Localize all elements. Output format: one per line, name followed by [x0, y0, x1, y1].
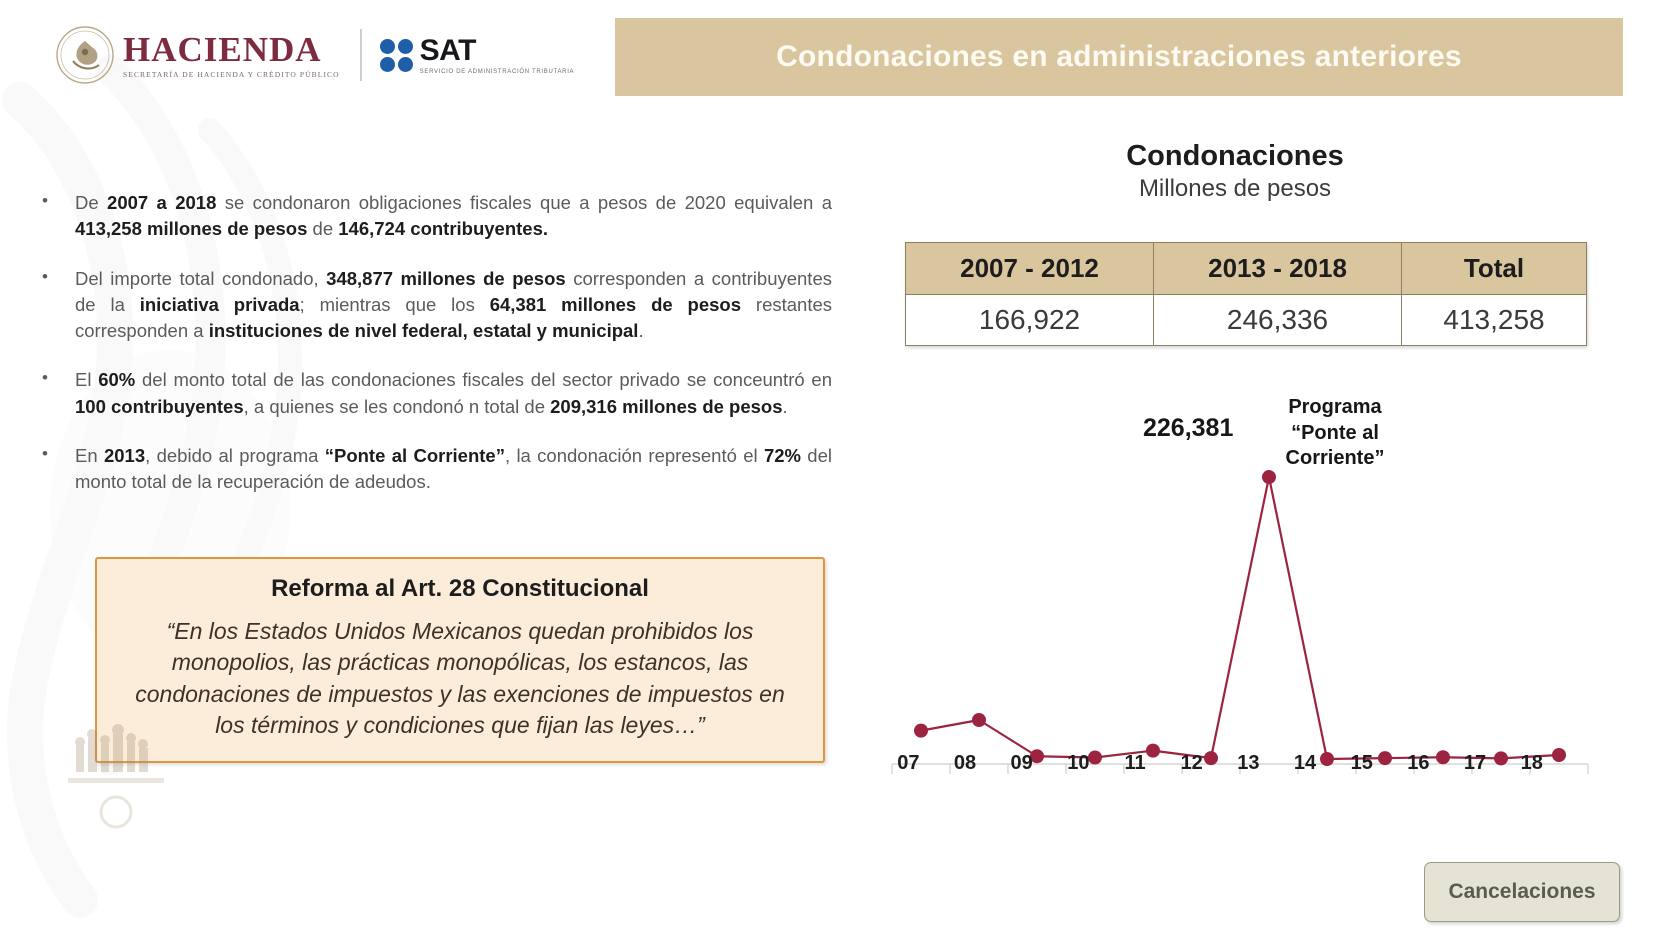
chart-peak-value-label: 226,381 [1143, 414, 1234, 442]
chart-subtitle: Millones de pesos [1138, 175, 1332, 202]
bullet-text: . [782, 395, 788, 417]
x-axis-tick-label: 07 [897, 752, 920, 774]
cancelaciones-button[interactable] [1424, 862, 1620, 922]
chart-series-line [921, 477, 1559, 759]
bullet-emphasis: 146,724 contribuyentes. [338, 218, 549, 240]
x-axis-tick-label: 12 [1180, 752, 1203, 774]
chart-x-axis-labels [880, 752, 1560, 775]
x-axis-tick-label: 11 [1124, 752, 1146, 774]
callout-title: Reforma al Art. 28 Constitucional [271, 575, 649, 602]
chart-heading-block [880, 140, 1620, 203]
bullet-text: El [75, 369, 99, 391]
logo-divider [360, 29, 362, 81]
table-row [906, 295, 1587, 346]
condonaciones-table [905, 242, 1587, 346]
x-axis-tick-label: 18 [1520, 752, 1543, 774]
program-annotation-line1: Programa [1288, 396, 1382, 418]
bullet-text: , a quienes se les condonó n total de [243, 395, 551, 417]
bullet-text: del monto total de la recuperación de adeudos. [75, 444, 832, 493]
bullet-text: se condonaron obligaciones fiscales que a pesos de 2020 equivalen a [216, 192, 832, 213]
bullet-emphasis: “Ponte al Corriente” [324, 444, 505, 466]
bullet-text: del monto total de las condonaciones fiscales del sector privado se conceuntró en [135, 369, 832, 391]
bullet-item [30, 443, 850, 496]
table-header-cell: 2007 - 2012 [906, 243, 1154, 295]
sat-subtitle: SERVICIO DE ADMINISTRACIÓN TRIBUTARIA [419, 68, 575, 75]
bullet-text: ; mientras que los [299, 293, 490, 315]
sat-dots-icon [380, 39, 413, 72]
bullet-emphasis: 2007 a 2018 [107, 192, 217, 213]
hacienda-name: HACIENDA [123, 29, 322, 69]
sat-name: SAT [419, 33, 476, 67]
table-cell: 413,258 [1402, 295, 1587, 346]
bullet-text: De [75, 192, 108, 213]
bullet-text: Del importe total condonado, [75, 267, 327, 289]
bullet-text: restantes corresponden a [75, 293, 833, 342]
bullet-item [30, 367, 850, 420]
bullet-text: En [75, 444, 104, 466]
bullet-emphasis: 2013 [103, 444, 146, 466]
table-cell: 246,336 [1154, 295, 1402, 346]
x-axis-tick-label: 10 [1067, 752, 1090, 774]
bullet-emphasis: 413,258 millones de pesos [75, 218, 308, 240]
bullet-text: corresponden a contribuyentes de la [75, 267, 832, 315]
chart-program-annotation [1240, 395, 1430, 472]
chart-title: Condonaciones [1126, 140, 1344, 172]
cancelaciones-button-label: Cancelaciones [1448, 880, 1596, 903]
chart-data-point [914, 724, 928, 738]
bullet-emphasis: iniciativa privada [139, 293, 300, 315]
table-header-cell: 2013 - 2018 [1154, 243, 1402, 295]
mexico-seal-icon [55, 25, 115, 85]
bullet-emphasis: 60% [98, 369, 136, 391]
bullet-item [30, 266, 850, 345]
bullet-list [30, 190, 850, 495]
constitutional-reform-callout [95, 557, 825, 763]
x-axis-tick-label: 16 [1407, 752, 1430, 774]
hacienda-subtitle: SECRETARÍA DE HACIENDA Y CRÉDITO PÚBLICO [123, 69, 340, 79]
hacienda-wordmark [123, 29, 340, 79]
bullet-emphasis: 72% [763, 444, 801, 466]
table-header-cell: Total [1402, 243, 1587, 295]
x-axis-tick-label: 15 [1350, 752, 1373, 774]
bullet-emphasis: 100 contribuyentes [75, 395, 244, 417]
page-title: Condonaciones en administraciones anteriores [776, 40, 1462, 73]
callout-quote-text: “En los Estados Unidos Mexicanos quedan prohibidos los monopolios, las prácticas monopólicas, los estancos, las condonaciones de impuestos y las exenciones de impuestos en los términos y condiciones que fijan las leyes…” [135, 618, 785, 738]
x-axis-tick-label: 14 [1293, 752, 1317, 774]
bullet-text: . [638, 320, 644, 342]
chart-data-point [972, 713, 986, 727]
bullet-text: de [307, 218, 339, 240]
bullet-text: , la condonación representó el [504, 444, 764, 466]
bullet-text: , debido al programa [145, 444, 325, 466]
table-cell: 166,922 [906, 295, 1154, 346]
x-axis-tick-label: 08 [953, 752, 977, 774]
bullet-list-container [30, 190, 850, 518]
bullet-emphasis: 64,381 millones de pesos [489, 293, 742, 315]
program-annotation-line3: Corriente” [1285, 447, 1385, 470]
sat-wordmark [380, 33, 575, 75]
program-annotation-line2: “Ponte al [1291, 421, 1379, 444]
x-axis-tick-label: 13 [1237, 752, 1260, 774]
bullet-emphasis: instituciones de nivel federal, estatal y municipal [208, 320, 639, 342]
slide-title-banner [615, 18, 1623, 96]
bullet-item [30, 190, 850, 243]
chart-data-point [1262, 470, 1276, 484]
bullet-emphasis: 348,877 millones de pesos [326, 267, 566, 289]
x-axis-tick-label: 09 [1010, 752, 1033, 774]
x-axis-tick-label: 17 [1463, 752, 1487, 774]
bullet-emphasis: 209,316 millones de pesos [550, 395, 783, 417]
table-header-row [906, 243, 1587, 295]
brand-logos [55, 24, 574, 86]
